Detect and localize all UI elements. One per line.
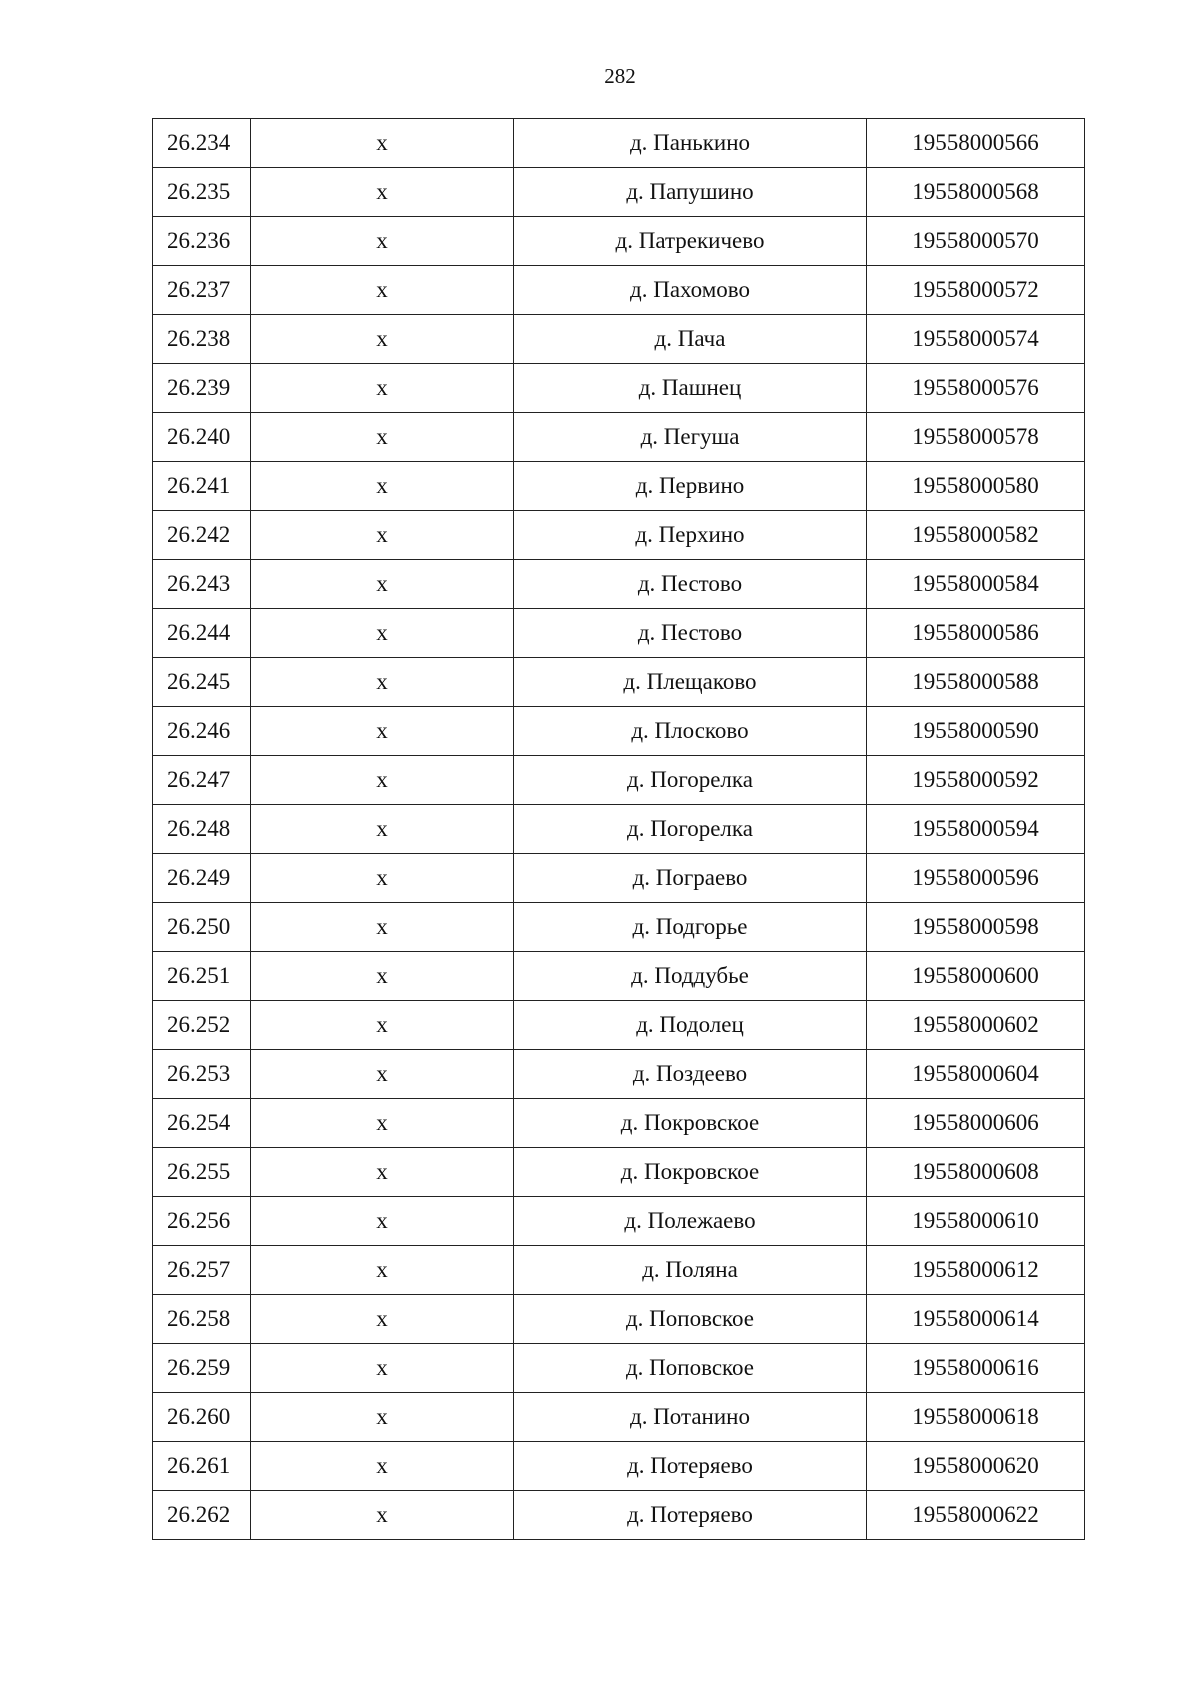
oktmo-code-cell: 19558000586 <box>867 609 1085 658</box>
settlement-name-cell: д. Плосково <box>514 707 867 756</box>
settlement-name-cell: д. Полежаево <box>514 1197 867 1246</box>
mark-cell: х <box>251 1001 514 1050</box>
mark-cell: х <box>251 658 514 707</box>
settlement-name-cell: д. Поляна <box>514 1246 867 1295</box>
row-number-cell: 26.259 <box>153 1344 251 1393</box>
mark-cell: х <box>251 511 514 560</box>
mark-cell: х <box>251 413 514 462</box>
oktmo-code-cell: 19558000604 <box>867 1050 1085 1099</box>
row-number-cell: 26.261 <box>153 1442 251 1491</box>
oktmo-code-cell: 19558000566 <box>867 119 1085 168</box>
row-number-cell: 26.251 <box>153 952 251 1001</box>
table-row <box>153 952 1085 1001</box>
row-number-cell: 26.262 <box>153 1491 251 1540</box>
settlement-name-cell: д. Пестово <box>514 609 867 658</box>
table-row <box>153 1099 1085 1148</box>
row-number-cell: 26.245 <box>153 658 251 707</box>
table-row <box>153 364 1085 413</box>
table-row <box>153 266 1085 315</box>
oktmo-code-cell: 19558000580 <box>867 462 1085 511</box>
settlement-name-cell: д. Пахомово <box>514 266 867 315</box>
oktmo-code-cell: 19558000598 <box>867 903 1085 952</box>
settlement-name-cell: д. Поповское <box>514 1295 867 1344</box>
mark-cell: х <box>251 805 514 854</box>
settlement-name-cell: д. Погорелка <box>514 756 867 805</box>
settlement-name-cell: д. Пестово <box>514 560 867 609</box>
row-number-cell: 26.240 <box>153 413 251 462</box>
oktmo-code-cell: 19558000582 <box>867 511 1085 560</box>
table-row <box>153 1246 1085 1295</box>
mark-cell: х <box>251 168 514 217</box>
oktmo-code-cell: 19558000614 <box>867 1295 1085 1344</box>
table-row <box>153 854 1085 903</box>
row-number-cell: 26.236 <box>153 217 251 266</box>
settlement-name-cell: д. Покровское <box>514 1099 867 1148</box>
settlement-name-cell: д. Погорелка <box>514 805 867 854</box>
oktmo-code-cell: 19558000590 <box>867 707 1085 756</box>
settlement-name-cell: д. Пашнец <box>514 364 867 413</box>
table-row <box>153 1148 1085 1197</box>
oktmo-code-cell: 19558000578 <box>867 413 1085 462</box>
mark-cell: х <box>251 1491 514 1540</box>
oktmo-code-cell: 19558000610 <box>867 1197 1085 1246</box>
row-number-cell: 26.260 <box>153 1393 251 1442</box>
mark-cell: х <box>251 119 514 168</box>
mark-cell: х <box>251 756 514 805</box>
page-number: 282 <box>604 64 636 88</box>
oktmo-code-cell: 19558000612 <box>867 1246 1085 1295</box>
table-row <box>153 658 1085 707</box>
settlement-name-cell: д. Патрекичево <box>514 217 867 266</box>
row-number-cell: 26.256 <box>153 1197 251 1246</box>
table-row <box>153 1050 1085 1099</box>
settlement-name-cell: д. Поздеево <box>514 1050 867 1099</box>
row-number-cell: 26.241 <box>153 462 251 511</box>
oktmo-code-cell: 19558000618 <box>867 1393 1085 1442</box>
table-row <box>153 511 1085 560</box>
table-row <box>153 805 1085 854</box>
mark-cell: х <box>251 364 514 413</box>
table-body <box>153 119 1085 1540</box>
table-row <box>153 1491 1085 1540</box>
settlement-name-cell: д. Первино <box>514 462 867 511</box>
oktmo-code-cell: 19558000592 <box>867 756 1085 805</box>
settlement-name-cell: д. Пача <box>514 315 867 364</box>
mark-cell: х <box>251 1344 514 1393</box>
settlement-name-cell: д. Плещаково <box>514 658 867 707</box>
row-number-cell: 26.237 <box>153 266 251 315</box>
row-number-cell: 26.257 <box>153 1246 251 1295</box>
row-number-cell: 26.252 <box>153 1001 251 1050</box>
mark-cell: х <box>251 266 514 315</box>
table-row <box>153 119 1085 168</box>
settlement-name-cell: д. Панькино <box>514 119 867 168</box>
settlement-name-cell: д. Потеряево <box>514 1442 867 1491</box>
row-number-cell: 26.250 <box>153 903 251 952</box>
oktmo-code-cell: 19558000596 <box>867 854 1085 903</box>
table-row <box>153 707 1085 756</box>
row-number-cell: 26.234 <box>153 119 251 168</box>
row-number-cell: 26.254 <box>153 1099 251 1148</box>
settlement-name-cell: д. Пегуша <box>514 413 867 462</box>
row-number-cell: 26.246 <box>153 707 251 756</box>
mark-cell: х <box>251 1099 514 1148</box>
oktmo-code-cell: 19558000608 <box>867 1148 1085 1197</box>
table-row <box>153 413 1085 462</box>
table-row <box>153 1197 1085 1246</box>
mark-cell: х <box>251 1197 514 1246</box>
settlement-name-cell: д. Перхино <box>514 511 867 560</box>
row-number-cell: 26.258 <box>153 1295 251 1344</box>
settlement-name-cell: д. Папушино <box>514 168 867 217</box>
mark-cell: х <box>251 560 514 609</box>
mark-cell: х <box>251 952 514 1001</box>
table-row <box>153 1344 1085 1393</box>
table-row <box>153 1001 1085 1050</box>
row-number-cell: 26.247 <box>153 756 251 805</box>
row-number-cell: 26.253 <box>153 1050 251 1099</box>
row-number-cell: 26.244 <box>153 609 251 658</box>
table-row <box>153 217 1085 266</box>
table-row <box>153 609 1085 658</box>
row-number-cell: 26.249 <box>153 854 251 903</box>
table-row <box>153 1295 1085 1344</box>
settlement-name-cell: д. Подолец <box>514 1001 867 1050</box>
table-row <box>153 560 1085 609</box>
row-number-cell: 26.238 <box>153 315 251 364</box>
mark-cell: х <box>251 1050 514 1099</box>
mark-cell: х <box>251 462 514 511</box>
table-row <box>153 756 1085 805</box>
row-number-cell: 26.235 <box>153 168 251 217</box>
mark-cell: х <box>251 1393 514 1442</box>
oktmo-code-cell: 19558000574 <box>867 315 1085 364</box>
row-number-cell: 26.239 <box>153 364 251 413</box>
oktmo-code-cell: 19558000606 <box>867 1099 1085 1148</box>
oktmo-code-cell: 19558000594 <box>867 805 1085 854</box>
mark-cell: х <box>251 1246 514 1295</box>
mark-cell: х <box>251 707 514 756</box>
mark-cell: х <box>251 1295 514 1344</box>
oktmo-code-cell: 19558000616 <box>867 1344 1085 1393</box>
mark-cell: х <box>251 1148 514 1197</box>
settlement-name-cell: д. Пограево <box>514 854 867 903</box>
mark-cell: х <box>251 315 514 364</box>
table-row <box>153 1442 1085 1491</box>
oktmo-code-cell: 19558000620 <box>867 1442 1085 1491</box>
mark-cell: х <box>251 854 514 903</box>
oktmo-code-cell: 19558000588 <box>867 658 1085 707</box>
mark-cell: х <box>251 1442 514 1491</box>
mark-cell: х <box>251 217 514 266</box>
settlements-table <box>152 118 1085 1540</box>
settlement-name-cell: д. Подгорье <box>514 903 867 952</box>
table-row <box>153 1393 1085 1442</box>
table-row <box>153 903 1085 952</box>
table-row <box>153 168 1085 217</box>
row-number-cell: 26.243 <box>153 560 251 609</box>
row-number-cell: 26.248 <box>153 805 251 854</box>
table-row <box>153 462 1085 511</box>
row-number-cell: 26.242 <box>153 511 251 560</box>
oktmo-code-cell: 19558000602 <box>867 1001 1085 1050</box>
mark-cell: х <box>251 903 514 952</box>
oktmo-code-cell: 19558000570 <box>867 217 1085 266</box>
oktmo-code-cell: 19558000572 <box>867 266 1085 315</box>
settlement-name-cell: д. Потеряево <box>514 1491 867 1540</box>
oktmo-code-cell: 19558000622 <box>867 1491 1085 1540</box>
settlement-name-cell: д. Покровское <box>514 1148 867 1197</box>
oktmo-code-cell: 19558000584 <box>867 560 1085 609</box>
table-row <box>153 315 1085 364</box>
settlement-name-cell: д. Поповское <box>514 1344 867 1393</box>
mark-cell: х <box>251 609 514 658</box>
settlement-name-cell: д. Потанино <box>514 1393 867 1442</box>
oktmo-code-cell: 19558000600 <box>867 952 1085 1001</box>
oktmo-code-cell: 19558000568 <box>867 168 1085 217</box>
row-number-cell: 26.255 <box>153 1148 251 1197</box>
oktmo-code-cell: 19558000576 <box>867 364 1085 413</box>
settlement-name-cell: д. Поддубье <box>514 952 867 1001</box>
